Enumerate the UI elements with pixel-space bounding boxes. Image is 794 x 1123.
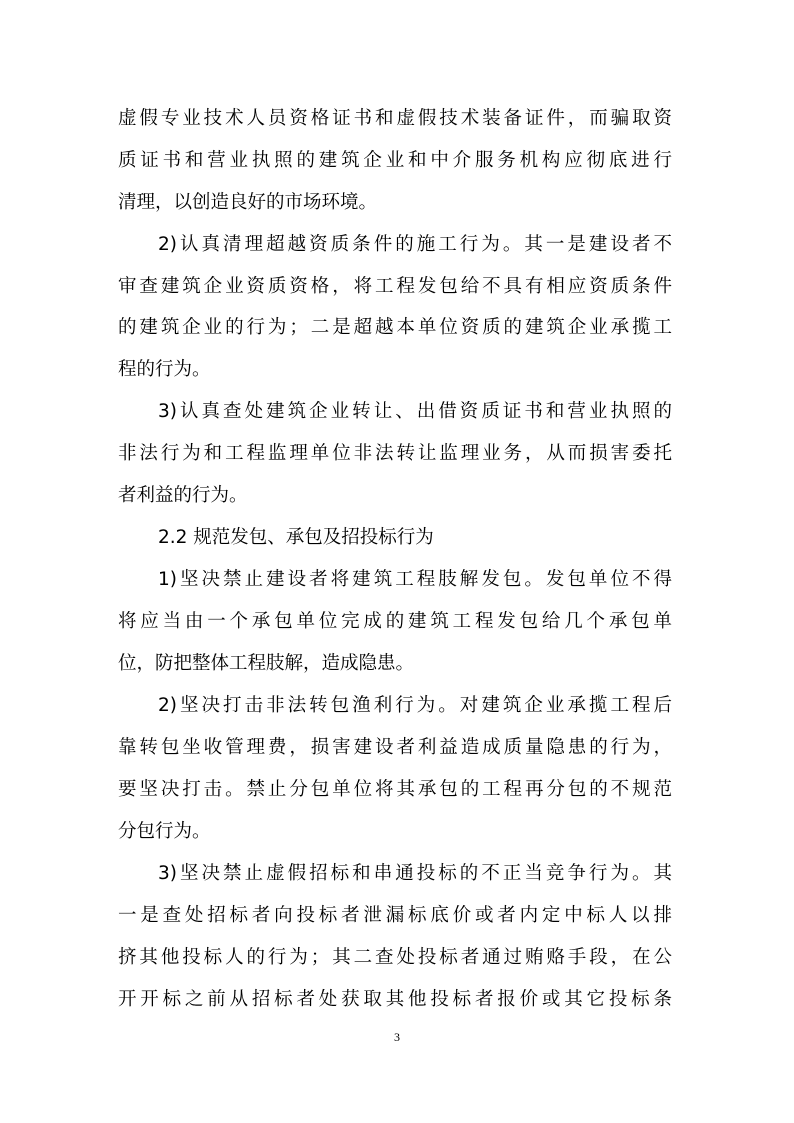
paragraph-line: 靠转包坐收管理费，损害建设者利益造成质量隐患的行为， [118,737,672,758]
paragraph-line: 要坚决打击。禁止分包单位将其承包的工程再分包的不规范 [118,779,672,800]
paragraph-line: 挤其他投标人的行为；其二查处投标者通过贿赂手段，在公 [118,947,672,968]
page-number: 3 [394,1030,400,1044]
paragraph-line: 审查建筑企业资质资格，将工程发包给不具有相应资质条件 [118,276,672,297]
paragraph-line: 的建筑企业的行为；二是超越本单位资质的建筑企业承揽工 [118,317,672,338]
paragraph-line: 1)坚决禁止建设者将建筑工程肢解发包。发包单位不得 [158,569,672,590]
paragraph-line: 程的行为。 [118,359,211,380]
paragraph-line: 质证书和营业执照的建筑企业和中介服务机构应彻底进行 [118,150,672,171]
section-heading: 2.2 规范发包、承包及招投标行为 [158,527,434,548]
paragraph-line: 位，防把整体工程肢解，造成隐患。 [118,653,415,674]
paragraph-line: 开开标之前从招标者处获取其他投标者报价或其它投标条 [118,989,672,1010]
paragraph-line: 2)认真清理超越资质条件的施工行为。其一是建设者不 [158,234,672,255]
paragraph-line: 将应当由一个承包单位完成的建筑工程发包给几个承包单 [118,611,672,632]
paragraph-line: 者利益的行为。 [118,485,248,506]
paragraph-line: 一是查处招标者向投标者泄漏标底价或者内定中标人以排 [118,905,672,926]
paragraph-line: 虚假专业技术人员资格证书和虚假技术装备证件，而骗取资 [118,108,672,129]
paragraph-line: 清理，以创造良好的市场环境。 [118,192,378,213]
paragraph-line: 3)坚决禁止虚假招标和串通投标的不正当竞争行为。其 [158,863,672,884]
paragraph-line: 2)坚决打击非法转包渔利行为。对建筑企业承揽工程后 [158,695,672,716]
paragraph-line: 分包行为。 [118,821,211,842]
paragraph-line: 非法行为和工程监理单位非法转让监理业务，从而损害委托 [118,443,672,464]
paragraph-line: 3)认真查处建筑企业转让、出借资质证书和营业执照的 [158,401,672,422]
